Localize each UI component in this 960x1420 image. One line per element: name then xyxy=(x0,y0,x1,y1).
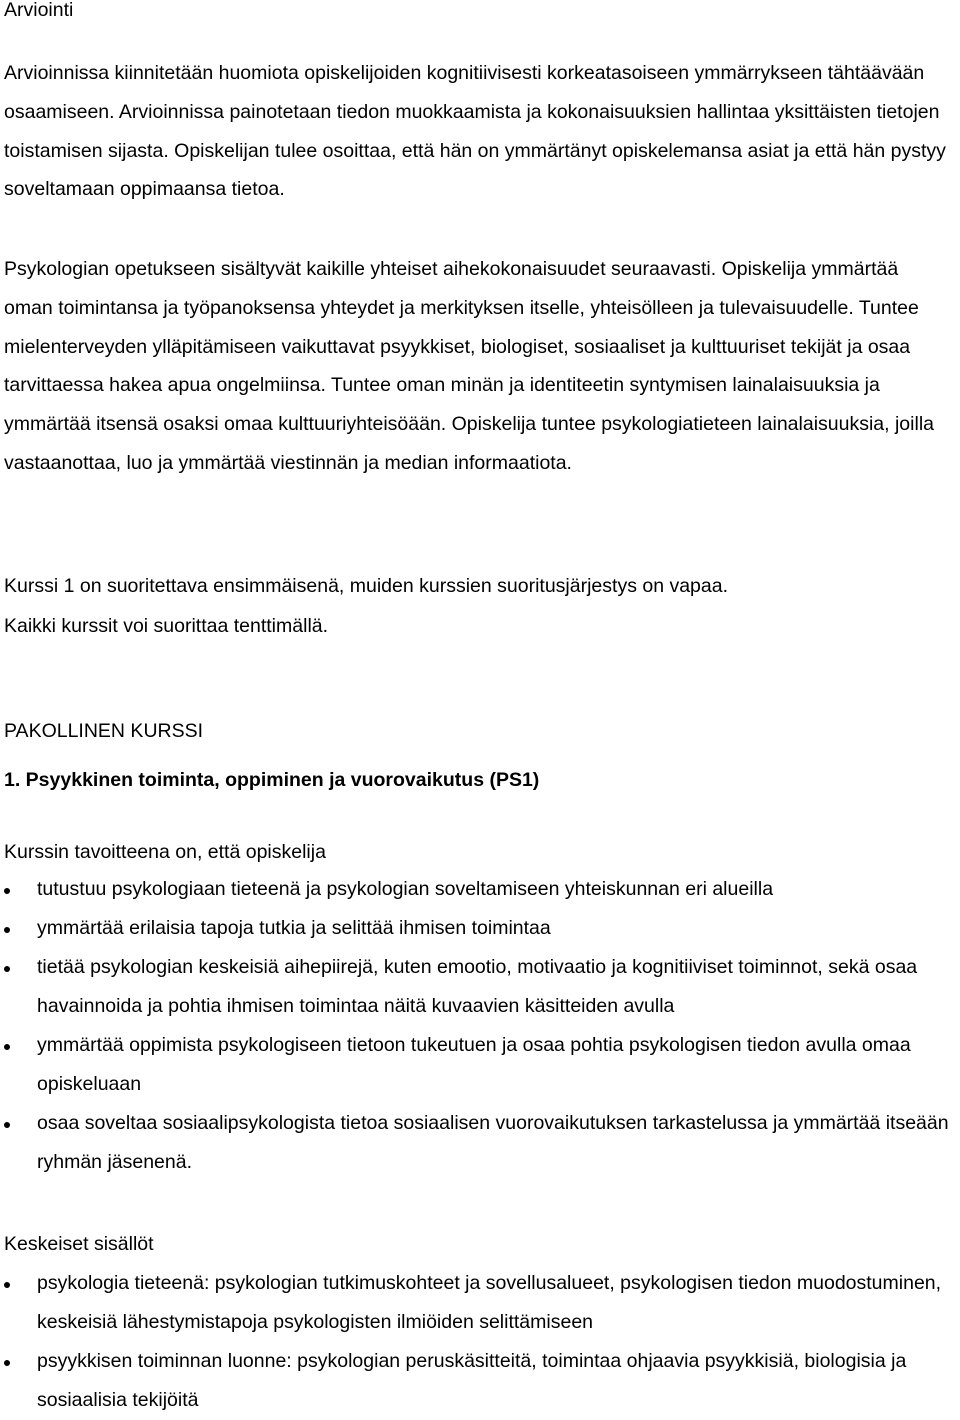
list-item: psykologia tieteenä: psykologian tutkimuskohteet ja sovellusalueet, psykologisen tiedon muodostuminen, keskeisiä lähestymistapoja psykologisten ilmiöiden selittämiseen xyxy=(4,1264,954,1342)
list-item: osaa soveltaa sosiaalipsykologista tietoa sosiaalisen vuorovaikutuksen tarkastelussa ja ymmärtää itseään ryhmän jäsenenä. xyxy=(4,1104,954,1182)
exam-line: Kaikki kurssit voi suorittaa tenttimällä. xyxy=(4,615,329,637)
list-item: ymmärtää erilaisia tapoja tutkia ja selittää ihmisen toimintaa xyxy=(4,909,954,948)
list-item: tutustuu psykologiaan tieteenä ja psykologian soveltamiseen yhteiskunnan eri alueilla xyxy=(4,870,954,909)
list-item: ymmärtää oppimista psykologiseen tietoon tukeutuen ja osaa pohtia psykologisen tiedon avulla omaa opiskeluaan xyxy=(4,1026,954,1104)
course-category: PAKOLLINEN KURSSI xyxy=(4,720,204,742)
goals-intro: Kurssin tavoitteena on, että opiskelija xyxy=(4,841,326,863)
course-order-line: Kurssi 1 on suoritettava ensimmäisenä, muiden kurssien suoritusjärjestys on vapaa. xyxy=(4,575,729,597)
bullet-icon xyxy=(4,1360,10,1366)
goals-list xyxy=(4,870,954,1182)
themes-paragraph: Psykologian opetukseen sisältyvät kaikille yhteiset aihekokonaisuudet seuraavasti. Opiskelija ymmärtää oman toimintansa ja työpanoksensa yhteydet ja merkityksen itselle, yhteisölleen ja tulevaisuudelle. Tuntee mielenterveyden ylläpitämiseen vaikuttavat psyykkiset, biologiset, sosiaaliset ja kulttuuriset tekijät ja osaa tarvittaessa hakea apua ongelmiinsa. Tuntee oman minän ja identiteetin syntymisen lainalaisuuksia ja ymmärtää itsensä osaksi omaa kulttuuriyhteisöään. Opiskelija tuntee psykologiatieteen lainalaisuuksia, joilla vastaanottaa, luo ja ymmärtää viestinnän ja median informaatiota. xyxy=(4,258,934,474)
list-item: tietää psykologian keskeisiä aihepiirejä, kuten emootio, motivaatio ja kognitiiviset toiminnot, sekä osaa havainnoida ja pohtia ihmisen toimintaa näitä kuvaavien käsitteiden avulla xyxy=(4,948,954,1026)
bullet-icon xyxy=(4,1282,10,1288)
contents-heading: Keskeiset sisällöt xyxy=(4,1233,154,1255)
bullet-icon xyxy=(4,888,10,894)
bullet-icon xyxy=(4,927,10,933)
section-heading: Arviointi xyxy=(4,0,74,21)
bullet-icon xyxy=(4,1122,10,1128)
assessment-paragraph: Arvioinnissa kiinnitetään huomiota opiskelijoiden kognitiivisesti korkeatasoiseen ymmärrykseen tähtäävään osaamiseen. Arvioinnissa painotetaan tiedon muokkaamista ja kokonaisuuksien hallintaa yksittäisten tietojen toistamisen sijasta. Opiskelijan tulee osoittaa, että hän on ymmärtänyt opiskelemansa asiat ja että hän pystyy soveltamaan oppimaansa tietoa. xyxy=(4,62,946,201)
contents-list xyxy=(4,1264,954,1420)
bullet-icon xyxy=(4,1044,10,1050)
list-item: psyykkisen toiminnan luonne: psykologian peruskäsitteitä, toimintaa ohjaavia psyykkisiä, biologisia ja sosiaalisia tekijöitä xyxy=(4,1342,954,1420)
course-title: 1. Psyykkinen toiminta, oppiminen ja vuorovaikutus (PS1) xyxy=(4,769,540,791)
bullet-icon xyxy=(4,966,10,972)
